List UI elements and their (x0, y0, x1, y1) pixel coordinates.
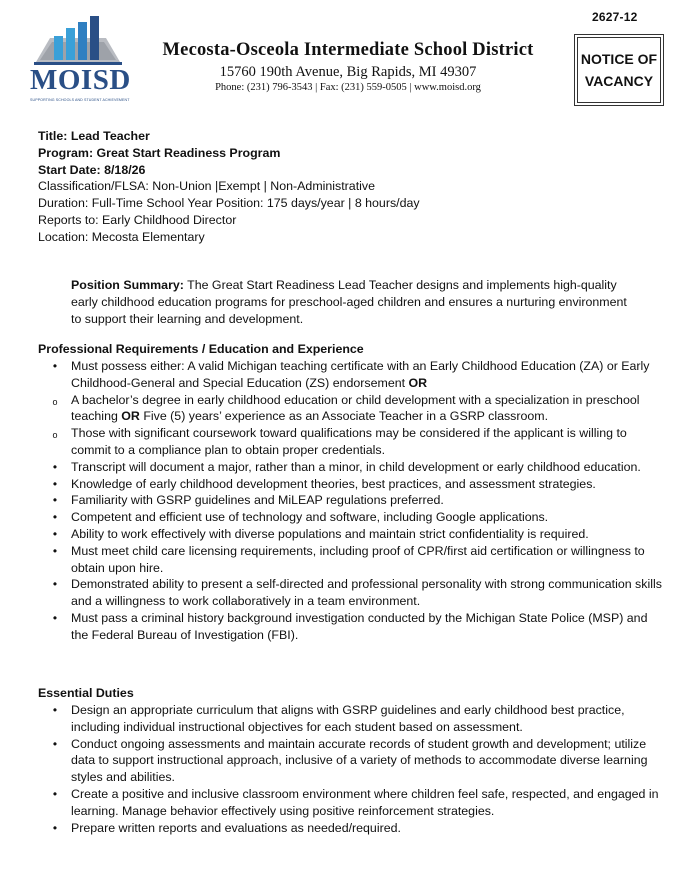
item-text: Five (5) years’ experience as an Associate Teacher in a GSRP classroom. (139, 409, 549, 424)
doc-number: 2627-12 (592, 10, 638, 24)
position-title: Title: Lead Teacher (38, 129, 150, 143)
bullet-icon: • (52, 459, 58, 474)
item-emphasis: OR (408, 375, 428, 390)
item-text: Familiarity with GSRP guidelines and MiLEAP regulations preferred. (71, 493, 444, 508)
list-item (38, 476, 668, 493)
list-item (38, 576, 668, 610)
item-text: Must pass a criminal history background investigation conducted by the Michigan State Police (MSP) and the Federal Bureau of Investigation (FBI). (71, 610, 648, 642)
summary-label: Position Summary: (71, 278, 184, 292)
bullet-icon: • (52, 736, 58, 751)
list-item (38, 736, 668, 786)
item-emphasis: OR (121, 409, 140, 424)
item-text: Prepare written reports and evaluations as needed/required. (71, 820, 401, 835)
district-address: 15760 190th Avenue, Big Rapids, MI 49307 (219, 64, 477, 80)
item-text: Demonstrated ability to present a self-directed and professional personality with strong communication skills and a willingness to work collaboratively in a team environment. (71, 577, 662, 609)
list-item (38, 702, 668, 736)
bullet-icon: • (52, 359, 58, 373)
bullet-icon: • (52, 493, 58, 508)
position-location: Location: Mecosta Elementary (38, 229, 205, 244)
bullet-icon: • (52, 476, 58, 491)
list-item (38, 820, 668, 837)
requirements-section (38, 341, 668, 644)
list-item (38, 543, 668, 577)
item-text: Knowledge of early childhood development theories, best practices, and assessment strategies. (71, 476, 596, 491)
logo-graphic (30, 14, 126, 66)
summary-text: The Great Start Readiness Lead Teacher designs and implements high-quality early childhood education programs for preschool-aged children and ensures a nurturing environment to support their learning and development. (71, 278, 627, 326)
district-contact: Phone: (231) 796-3543 | Fax: (231) 559-0505 | www.moisd.org (215, 82, 481, 93)
list-item (38, 509, 668, 526)
list-item (38, 786, 668, 820)
circle-bullet-icon: o (52, 396, 58, 407)
list-item (38, 392, 668, 426)
position-duration: Duration: Full-Time School Year Position: 175 days/year | 8 hours/day (38, 196, 420, 211)
circle-bullet-icon: o (52, 430, 58, 441)
list-item (38, 358, 668, 392)
district-header (150, 40, 546, 93)
moisd-logo (30, 14, 131, 108)
requirements-heading: Professional Requirements / Education and Experience (38, 342, 364, 356)
bullet-icon: • (52, 526, 58, 541)
duties-section (38, 685, 668, 836)
requirements-list (38, 358, 668, 644)
bullet-icon: • (52, 610, 58, 625)
item-text: Design an appropriate curriculum that aligns with GSRP guidelines and early childhood best practice, including individual instructional objectives for each student based on assessment. (71, 703, 625, 734)
item-text: Must possess either: A valid Michigan teaching certificate with an Early Childhood Education (ZA) or Early Childhood-General and Special Education (ZS) endorsement (71, 359, 650, 390)
bullet-icon: • (52, 543, 58, 558)
position-reports-to: Reports to: Early Childhood Director (38, 212, 237, 227)
position-summary (71, 277, 631, 328)
item-text: Create a positive and inclusive classroom environment where children feel safe, respected, and engaged in learning. Manage behavior effectively using positive reinforcement strategies. (71, 786, 659, 818)
duties-list (38, 702, 668, 836)
list-item (38, 610, 668, 644)
logo-wordmark: MOISD (30, 64, 131, 96)
item-text: Ability to work effectively with diverse populations and maintain strict confidentiality is required. (71, 526, 589, 541)
list-item (38, 526, 668, 543)
position-start-date: Start Date: 8/18/26 (38, 162, 146, 177)
item-text: Competent and efficient use of technology and software, including Google applications. (71, 510, 549, 525)
item-text: Must meet child care licensing requirements, including proof of CPR/first aid certification or willingness to obtain upon hire. (71, 543, 645, 575)
list-item (38, 459, 668, 476)
notice-of-vacancy-box (574, 34, 664, 106)
position-details (38, 128, 658, 246)
bullet-icon: • (52, 820, 58, 835)
bullet-icon: • (52, 703, 58, 717)
list-item (38, 425, 668, 459)
bullet-icon: • (52, 510, 58, 525)
bullet-icon: • (52, 786, 58, 801)
notice-line-2: VACANCY (584, 73, 654, 89)
item-text: Conduct ongoing assessments and maintain accurate records of student growth and development; utilize data to support instructional approach, inclusive of a variety of methods to accommodate diverse learning styles and abilities. (71, 736, 648, 785)
duties-heading: Essential Duties (38, 686, 134, 700)
list-item (38, 492, 668, 509)
item-text: A bachelor’s degree in early childhood education or child development with a specialization in preschool teaching (71, 392, 640, 424)
item-text: Those with significant coursework toward qualifications may be considered if the applicant is willing to commit to a compliance plan to obtain proper credentials. (71, 426, 627, 457)
notice-line-1: NOTICE OF (580, 51, 658, 67)
bullet-icon: • (52, 577, 58, 592)
position-program: Program: Great Start Readiness Program (38, 145, 281, 160)
district-name: Mecosta-Osceola Intermediate School District (162, 40, 534, 60)
position-classification: Classification/FLSA: Non-Union |Exempt | Non-Administrative (38, 179, 375, 194)
item-text: Transcript will document a major, rather than a minor, in child development or early childhood education. (71, 459, 641, 474)
logo-tagline: SUPPORTING SCHOOLS AND STUDENT ACHIEVEMENT (30, 98, 130, 102)
